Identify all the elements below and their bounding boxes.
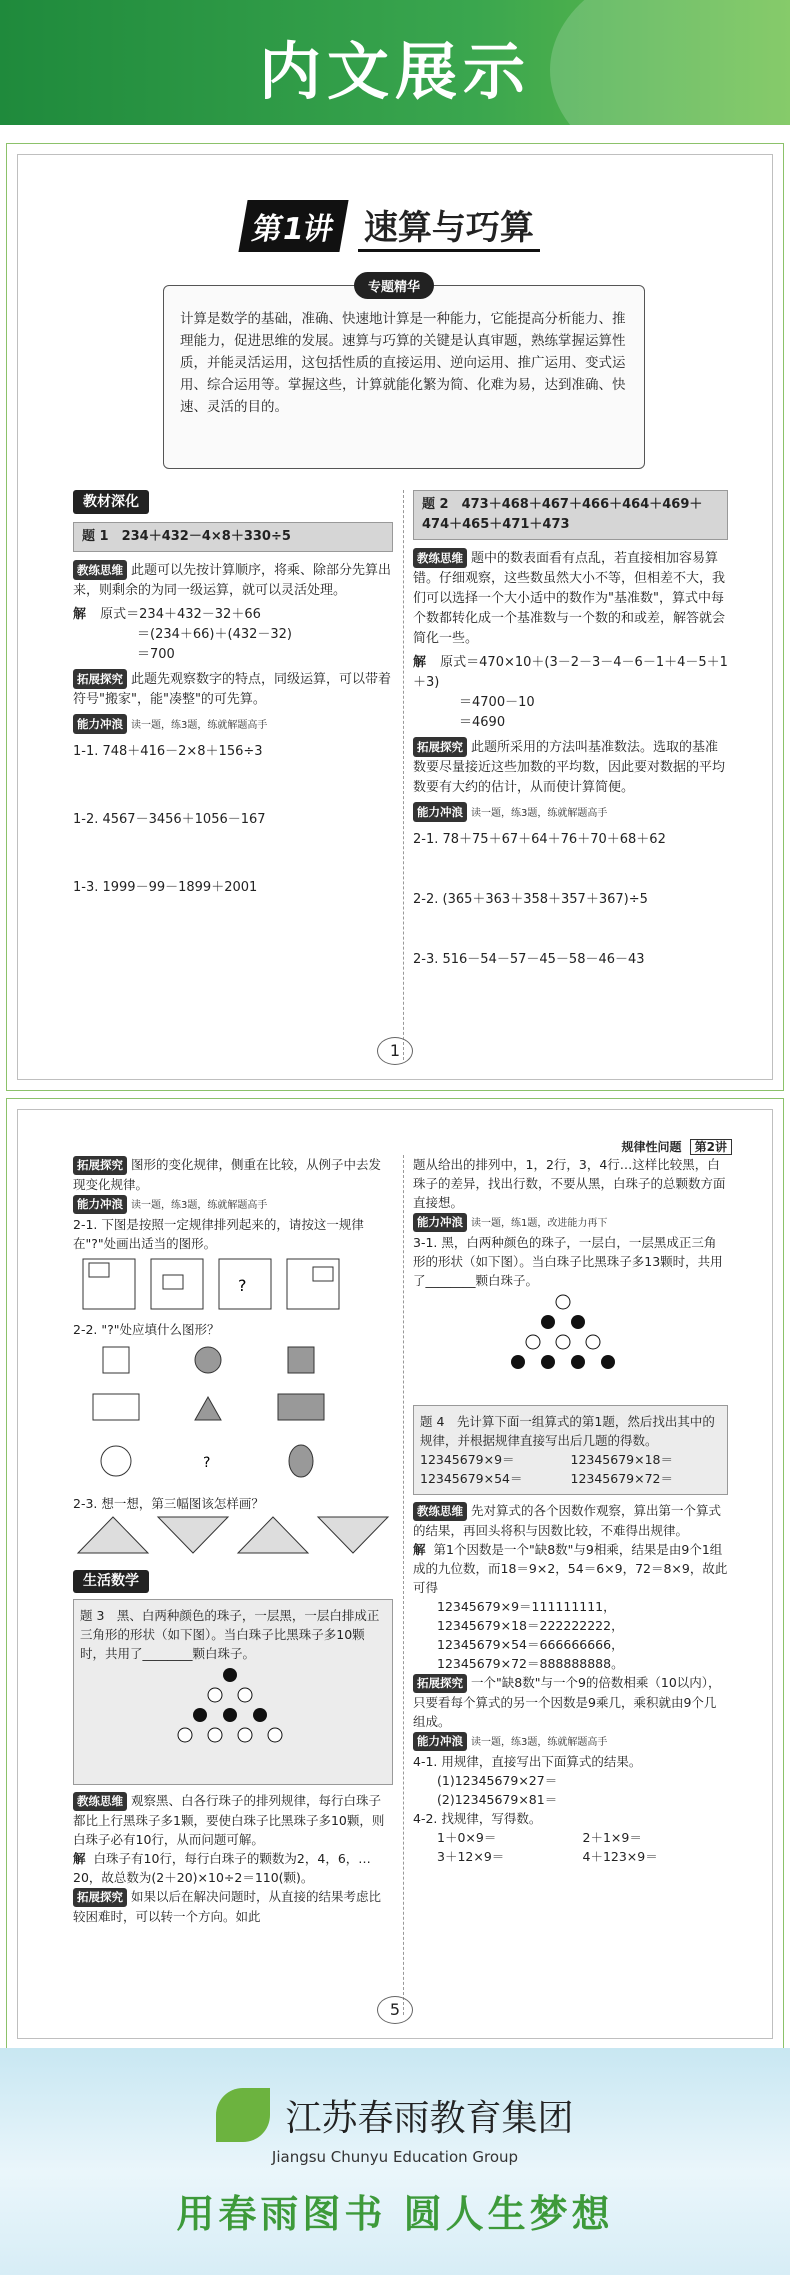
ability-note: 读一题，练3题，练就解题高手 — [471, 808, 608, 819]
page1-left-column — [73, 490, 393, 898]
running-header — [621, 1138, 732, 1155]
solution-line-2: ＝4700－10 — [459, 695, 535, 710]
question-mark: ? — [238, 1276, 247, 1295]
header-lecture: 第2讲 — [690, 1139, 732, 1155]
question-4-items — [420, 1450, 721, 1488]
extension-tag: 拓展探究 — [73, 1888, 127, 1907]
solution-line: 12345679×54＝666666666， — [437, 1637, 624, 1652]
q4-item: 12345679×18＝ — [570, 1452, 674, 1467]
topic-summary-box — [163, 280, 645, 469]
publisher-slogan: 用春雨图书 圆人生梦想 — [176, 2192, 614, 2236]
exercise-2-3: 2-3. 想一想，第三幅图该怎样画？ — [73, 1496, 264, 1511]
topic-text: 计算是数学的基础，准确、快速地计算是一种能力，它能提高分析能力、推理能力，促进思维的发展。速算与巧算的关键是认真审题，熟练掌握运算性质，并能灵活运用，这包括性质的直接运用、逆向运用、推广运用、变式运用、综合运用等。掌握这些，计算就能化繁为简、化难为易，达到准确、快速、灵活的目的。 — [180, 311, 626, 415]
pattern-row-1 — [73, 1253, 393, 1315]
extension-tag: 拓展探究 — [73, 669, 127, 689]
solution-label: 解 — [73, 1851, 86, 1866]
exercise-4-2: 4-2. 找规律，写得数。 — [413, 1811, 542, 1826]
question-3-box — [73, 1599, 393, 1785]
publisher-logo — [0, 2088, 790, 2142]
solution-text: 白珠子有10行，每行白珠子的颗数为2，4，6，…20，故总数为(2＋20)×10÷2＝110(颗)。 — [73, 1851, 371, 1885]
ability-note: 读一题，练3题，练就解题高手 — [131, 1200, 268, 1211]
beads-triangle — [80, 1663, 380, 1773]
section-title: 教材深化 — [73, 490, 149, 514]
question-4-box — [413, 1405, 728, 1495]
exercise-4-1-item: (2)12345679×81＝ — [437, 1792, 558, 1807]
extension-tag: 拓展探究 — [413, 737, 467, 757]
leaf-logo-icon — [216, 2088, 270, 2142]
exercise-4-2-item: 2＋1×9＝ — [582, 1830, 642, 1845]
think-tag: 教练思维 — [73, 560, 127, 580]
solution-line: 12345679×18＝222222222， — [437, 1618, 624, 1633]
question-3: 题 3 黑、白两种颜色的珠子，一层黑，一层白排成正三角形的形状（如下图）。当白珠子比黑珠子多10颗时，共用了________颗白珠子。 — [80, 1608, 380, 1661]
publisher-name-en: Jiangsu Chunyu Education Group — [271, 2148, 519, 2166]
ability-tag: 能力冲浪 — [413, 1732, 467, 1751]
solution-line-3: ＝700 — [137, 647, 175, 662]
publisher-footer — [0, 2048, 790, 2275]
extension-text: 图形的变化规律，侧重在比较，从例子中去发现变化规律。 — [73, 1157, 382, 1192]
exercise-1-1: 1-1. 748＋416－2×8＋156÷3 — [73, 744, 263, 759]
extension-text: 如果以后在解决问题时，从直接的结果考虑比较困难时，可以转一个方向。如此 — [73, 1889, 382, 1924]
exercise-4-1: 4-1. 用规律，直接写出下面算式的结果。 — [413, 1754, 642, 1769]
solution-label: 解 — [413, 1542, 426, 1557]
think-tag: 教练思维 — [73, 1792, 127, 1811]
think-text: 观察黑、白各行珠子的排列规律，每行白珠子都比上行黑珠子多1颗，要使白珠子比黑珠子多10颗，则白珠子必有10行，从而问题可解。 — [73, 1793, 385, 1847]
ability-tag: 能力冲浪 — [73, 1195, 127, 1214]
solution-line-1: 原式＝234＋432－32＋66 — [100, 607, 261, 622]
exercise-1-2: 1-2. 4567－3456＋1056－167 — [73, 812, 266, 827]
exercise-4-1-item: (1)12345679×27＝ — [437, 1773, 558, 1788]
exercise-4-2-item: 1＋0×9＝ — [437, 1830, 497, 1845]
think-text: 题中的数表面看有点乱，若直接相加容易算错。仔细观察，这些数虽然大小不等，但相差不大，我们可以选择一个大小适中的数作为"基准数"，算式中每个数都转化成一个基准数与一个数的和或差，解答就会简化一些。 — [413, 551, 726, 646]
pattern-grid — [73, 1339, 393, 1489]
solution-line-2: ＝(234＋66)＋(432－32) — [137, 627, 292, 642]
question-mark: ? — [203, 1455, 211, 1471]
question-2: 题 2 473＋468＋467＋466＋464＋469＋474＋465＋471＋473 — [413, 490, 728, 540]
section-title: 生活数学 — [73, 1570, 149, 1593]
topic-tag: 专题精华 — [354, 272, 434, 299]
page-two-frame — [17, 1109, 773, 2039]
exercise-4-2-item: 4＋123×9＝ — [582, 1849, 658, 1864]
think-text: 先对算式的各个因数作观察，算出第一个算式的结果，再回头将积与因数比较，不难得出规律。 — [413, 1503, 722, 1538]
solution-line-1: 原式＝470×10＋(3－2－3－4－6－1＋4－5＋1＋3) — [413, 655, 728, 690]
think-tag: 教练思维 — [413, 548, 467, 568]
exercise-2-2: 2-2. (365＋363＋358＋357＋367)÷5 — [413, 892, 648, 907]
page2-left-column — [73, 1155, 393, 1926]
top-banner — [0, 0, 790, 125]
lecture-title: 速算与巧算 — [358, 200, 540, 252]
page-number-value: 5 — [377, 1996, 413, 2024]
ability-note: 读一题，练3题，练就解题高手 — [471, 1737, 608, 1748]
exercise-1-3: 1-3. 1999－99－1899＋2001 — [73, 880, 258, 895]
q4-item: 12345679×54＝ — [420, 1471, 523, 1486]
extension-text: 此题所采用的方法叫基准数法。选取的基准数要尽量接近这些加数的平均数，因此要对数据的平均数要有大约的估计，从而使计算简便。 — [413, 740, 726, 795]
solution-label: 解 — [73, 607, 87, 622]
column-divider — [403, 1155, 405, 2015]
question-4: 题 4 先计算下面一组算式的第1题，然后找出其中的规律，并根据规律直接写出后几题的得数。 — [420, 1414, 715, 1448]
ability-note: 读一题，练1题，改进能力再下 — [471, 1218, 608, 1229]
banner-title: 内文展示 — [258, 35, 531, 108]
question-1: 题 1 234＋432－4×8＋330÷5 — [73, 522, 393, 552]
page-number-value: 1 — [377, 1037, 413, 1065]
page-one-frame — [17, 154, 773, 1080]
extension-tag: 拓展探究 — [73, 1156, 127, 1175]
exercise-4-2-item: 3＋12×9＝ — [437, 1849, 505, 1864]
page-number — [18, 1996, 772, 2024]
page2-right-column — [413, 1155, 728, 1866]
ability-tag: 能力冲浪 — [73, 714, 127, 734]
q4-item: 12345679×9＝ — [420, 1452, 515, 1467]
exercise-2-3: 2-3. 516－54－57－45－58－46－43 — [413, 952, 645, 967]
header-topic: 规律性问题 — [621, 1140, 682, 1154]
ability-note: 读一题，练3题，练就解题高手 — [131, 720, 268, 731]
ability-tag: 能力冲浪 — [413, 802, 467, 822]
solution-label: 解 — [413, 655, 427, 670]
think-tag: 教练思维 — [413, 1502, 467, 1521]
lecture-heading — [243, 200, 540, 252]
solution-line-3: ＝4690 — [459, 715, 506, 730]
exercise-4-2-items — [413, 1828, 728, 1866]
column-divider — [403, 490, 405, 1060]
beads-triangle-2 — [413, 1290, 713, 1400]
exercise-3-1: 3-1. 黑，白两种颜色的珠子，一层白，一层黑成正三角形的形状（如下图）。当白珠子比黑珠子多13颗时，共用了________颗白珠子。 — [413, 1235, 723, 1288]
think-text: 此题可以先按计算顺序，将乘、除部分先算出来，则剩余的为同一级运算，就可以灵活处理。 — [73, 563, 392, 598]
lecture-number: 第1讲 — [238, 200, 348, 252]
triangle-row — [73, 1513, 393, 1557]
solution-line: 12345679×9＝111111111， — [437, 1599, 616, 1614]
q4-item: 12345679×72＝ — [570, 1471, 674, 1486]
page-two — [6, 1098, 784, 2050]
publisher-name-cn: 江苏春雨教育集团 — [285, 2097, 574, 2139]
exercise-2-2: 2-2. "?"处应填什么图形？ — [73, 1322, 220, 1337]
page1-right-column — [413, 490, 728, 970]
extension-text: 此题先观察数字的特点，同级运算，可以带着符号"搬家"，能"凑整"的可先算。 — [73, 672, 392, 707]
extension-text: 一个"缺8数"与一个9的倍数相乘（10以内），只要看每个算式的另一个因数是9乘几，乘积就由9个几组成。 — [413, 1675, 721, 1729]
exercise-2-1: 2-1. 下图是按照一定规律排列起来的，请按这一规律在"?"处画出适当的图形。 — [73, 1217, 364, 1251]
extension-tag: 拓展探究 — [413, 1674, 467, 1693]
exercise-2-1: 2-1. 78＋75＋67＋64＋76＋70＋68＋62 — [413, 832, 666, 847]
solution-line: 12345679×72＝888888888。 — [437, 1656, 624, 1671]
page-number — [18, 1037, 772, 1065]
solution-text: 第1个因数是一个"缺8数"与9相乘，结果是由9个1组成的九位数，而18＝9×2，54＝6×9，72＝8×9，故此可得 — [413, 1542, 728, 1595]
continued-text: 题从给出的排列中，1，2行，3，4行…这样比较黑，白珠子的差异，找出行数，不要从黑，白珠子的总颗数方面直接想。 — [413, 1157, 726, 1210]
page-one — [6, 143, 784, 1091]
ability-tag: 能力冲浪 — [413, 1213, 467, 1232]
